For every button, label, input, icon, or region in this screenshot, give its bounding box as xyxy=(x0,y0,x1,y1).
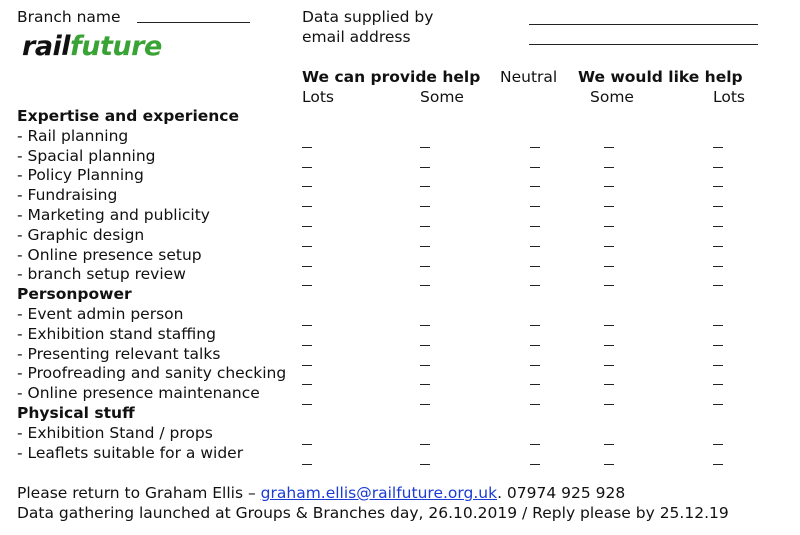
rating-blank-lots-like[interactable] xyxy=(713,325,723,326)
rating-blank-some-like[interactable] xyxy=(604,186,614,187)
rating-blank-lots-provide[interactable] xyxy=(302,167,312,168)
rating-blank-some-like[interactable] xyxy=(604,464,614,465)
rating-blank-neutral[interactable] xyxy=(530,266,540,267)
row-label: - Graphic design xyxy=(17,225,145,244)
rating-blank-lots-provide[interactable] xyxy=(302,186,312,187)
rating-blank-lots-like[interactable] xyxy=(713,246,723,247)
row-label: - Rail planning xyxy=(17,126,129,145)
some-right-label: Some xyxy=(590,88,634,106)
rating-blank-lots-provide[interactable] xyxy=(302,226,312,227)
rating-blank-lots-provide[interactable] xyxy=(302,147,312,148)
rating-blank-lots-provide[interactable] xyxy=(302,365,312,366)
rating-blank-lots-like[interactable] xyxy=(713,444,723,445)
rating-blank-lots-provide[interactable] xyxy=(302,246,312,247)
data-supplied-label: Data supplied by xyxy=(302,8,434,26)
rating-blank-lots-like[interactable] xyxy=(713,345,723,346)
rating-blank-lots-like[interactable] xyxy=(713,167,723,168)
row-label: - Online presence setup xyxy=(17,245,202,264)
row-label: - Leaflets suitable for a wider xyxy=(17,443,244,462)
rating-blank-some-provide[interactable] xyxy=(420,365,430,366)
return-text: Please return to Graham Ellis – xyxy=(17,484,261,502)
rating-blank-lots-like[interactable] xyxy=(713,226,723,227)
rating-blank-some-provide[interactable] xyxy=(420,186,430,187)
rating-blank-lots-provide[interactable] xyxy=(302,464,312,465)
rating-blank-neutral[interactable] xyxy=(530,206,540,207)
rating-blank-neutral[interactable] xyxy=(530,345,540,346)
rating-blank-neutral[interactable] xyxy=(530,167,540,168)
launch-line: Data gathering launched at Groups & Branches day, 26.10.2019 / Reply please by 25.12.19 xyxy=(17,504,729,522)
email-address-label: email address xyxy=(302,28,411,46)
rating-blank-some-provide[interactable] xyxy=(420,345,430,346)
rating-blank-neutral[interactable] xyxy=(530,246,540,247)
section-title: Personpower xyxy=(17,285,132,304)
rating-blank-neutral[interactable] xyxy=(530,384,540,385)
rating-blank-some-like[interactable] xyxy=(604,206,614,207)
rating-blank-some-provide[interactable] xyxy=(420,206,430,207)
rating-blank-some-provide[interactable] xyxy=(420,404,430,405)
rating-blank-lots-provide[interactable] xyxy=(302,444,312,445)
section-title: Physical stuff xyxy=(17,404,135,422)
rating-blank-lots-provide[interactable] xyxy=(302,325,312,326)
rating-blank-some-like[interactable] xyxy=(604,404,614,405)
some-left-label: Some xyxy=(420,88,464,106)
row-label: - Event admin person xyxy=(17,305,184,323)
provide-help-heading: We can provide help xyxy=(302,68,481,86)
rating-blank-lots-like[interactable] xyxy=(713,365,723,366)
rating-blank-neutral[interactable] xyxy=(530,285,540,286)
rating-blank-lots-like[interactable] xyxy=(713,206,723,207)
row-label: - Proofreading and sanity checking xyxy=(17,364,287,383)
like-help-heading: We would like help xyxy=(578,68,743,86)
row-label: - Exhibition Stand / props xyxy=(17,423,213,442)
row-label: - Fundraising xyxy=(17,186,118,205)
rating-blank-lots-provide[interactable] xyxy=(302,266,312,267)
rating-blank-some-like[interactable] xyxy=(604,226,614,227)
rating-blank-neutral[interactable] xyxy=(530,464,540,465)
rating-blank-lots-provide[interactable] xyxy=(302,384,312,385)
rating-blank-some-provide[interactable] xyxy=(420,384,430,385)
rating-blank-some-provide[interactable] xyxy=(420,444,430,445)
rating-blank-some-provide[interactable] xyxy=(420,325,430,326)
phone-text: . 07974 925 928 xyxy=(497,484,626,502)
row-label: - Presenting relevant talks xyxy=(17,344,221,363)
rating-blank-some-provide[interactable] xyxy=(420,266,430,267)
rating-blank-neutral[interactable] xyxy=(530,365,540,366)
return-email-link[interactable]: graham.ellis@railfuture.org.uk xyxy=(260,484,498,502)
rating-blank-some-like[interactable] xyxy=(604,444,614,445)
rating-blank-some-provide[interactable] xyxy=(420,147,430,148)
row-label: - Online presence maintenance xyxy=(17,384,260,403)
rating-blank-lots-provide[interactable] xyxy=(302,345,312,346)
section-title: Expertise and experience xyxy=(17,107,240,125)
rating-blank-lots-like[interactable] xyxy=(713,186,723,187)
rating-blank-lots-like[interactable] xyxy=(713,266,723,267)
rating-blank-lots-like[interactable] xyxy=(713,464,723,465)
rating-blank-neutral[interactable] xyxy=(530,147,540,148)
rating-blank-some-like[interactable] xyxy=(604,266,614,267)
rating-blank-some-provide[interactable] xyxy=(420,464,430,465)
rating-blank-lots-like[interactable] xyxy=(713,404,723,405)
rating-blank-lots-provide[interactable] xyxy=(302,206,312,207)
rating-blank-some-like[interactable] xyxy=(604,345,614,346)
row-label: - Policy Planning xyxy=(17,166,144,185)
rating-blank-some-provide[interactable] xyxy=(420,226,430,227)
rating-blank-some-like[interactable] xyxy=(604,325,614,326)
lots-right-label: Lots xyxy=(713,88,745,106)
rating-blank-some-like[interactable] xyxy=(604,384,614,385)
rating-blank-neutral[interactable] xyxy=(530,404,540,405)
rating-blank-neutral[interactable] xyxy=(530,226,540,227)
rating-blank-some-provide[interactable] xyxy=(420,246,430,247)
row-label: - Spacial planning xyxy=(17,146,156,165)
rating-blank-lots-like[interactable] xyxy=(713,285,723,286)
rating-blank-lots-like[interactable] xyxy=(713,384,723,385)
rating-blank-some-like[interactable] xyxy=(604,246,614,247)
rating-blank-lots-provide[interactable] xyxy=(302,404,312,405)
rating-blank-lots-provide[interactable] xyxy=(302,285,312,286)
rating-blank-neutral[interactable] xyxy=(530,444,540,445)
rating-blank-some-provide[interactable] xyxy=(420,167,430,168)
branch-name-label: Branch name xyxy=(17,8,121,26)
lots-left-label: Lots xyxy=(302,88,334,106)
rating-blank-neutral[interactable] xyxy=(530,325,540,326)
row-label: - Exhibition stand staffing xyxy=(17,324,216,343)
return-line xyxy=(17,483,625,503)
row-label: - branch setup review xyxy=(17,265,186,284)
neutral-heading: Neutral xyxy=(500,68,558,86)
railfuture-logo: railfuture xyxy=(22,31,162,62)
row-label: - Marketing and publicity xyxy=(17,206,210,224)
rating-blank-some-like[interactable] xyxy=(604,167,614,168)
rating-blank-some-like[interactable] xyxy=(604,365,614,366)
rating-blank-some-like[interactable] xyxy=(604,147,614,148)
rating-blank-neutral[interactable] xyxy=(530,186,540,187)
rating-blank-some-like[interactable] xyxy=(604,285,614,286)
rating-blank-some-provide[interactable] xyxy=(420,285,430,286)
rating-blank-lots-like[interactable] xyxy=(713,147,723,148)
